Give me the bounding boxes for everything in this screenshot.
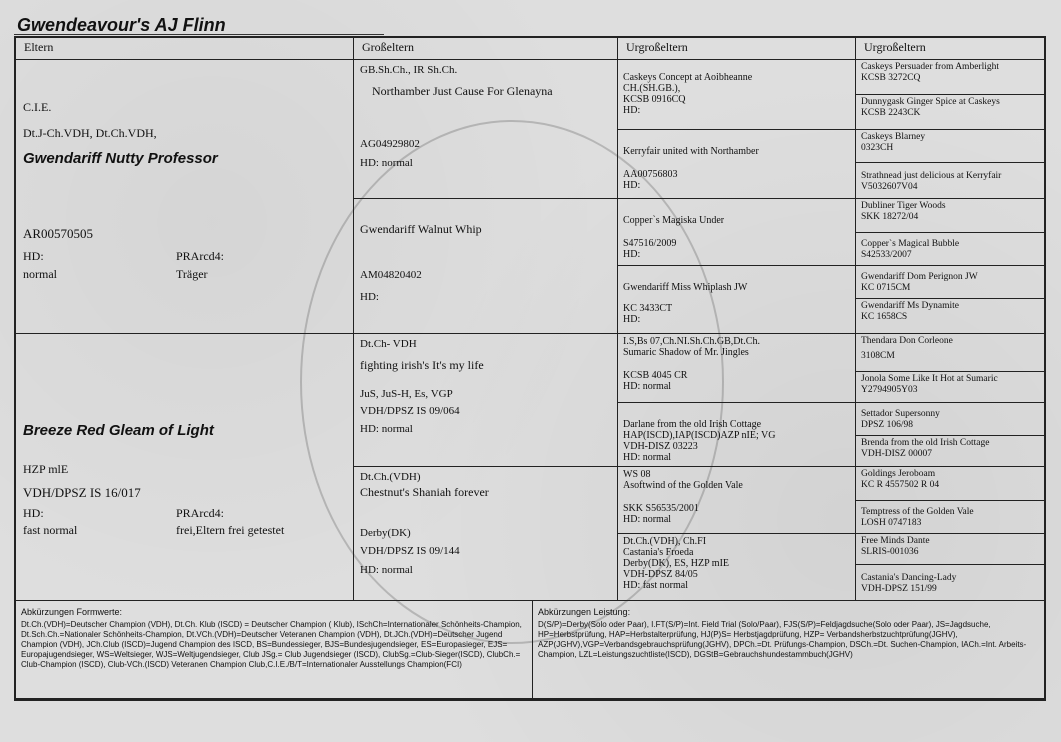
great-grandparent-7-hd: HD: normal xyxy=(623,514,672,525)
sire-registration: AR00570505 xyxy=(23,226,94,241)
great-grandparent-2-name: Kerryfair united with Northamber xyxy=(623,146,759,157)
gg-grandparent-13 xyxy=(856,467,1046,501)
grandparent-3-reg: VDH/DPSZ IS 09/064 xyxy=(360,405,460,417)
gg-grandparent-16-reg: VDH-DPSZ 151/99 xyxy=(861,584,937,594)
great-grandparent-2-hd: HD: xyxy=(623,180,641,191)
great-grandparent-6-reg: VDH-DISZ 03223 xyxy=(623,441,698,452)
gg-grandparent-2 xyxy=(856,95,1046,130)
dog-name-title: Gwendeavour's AJ Flinn xyxy=(17,15,226,35)
header-great-great-grandparents: Urgroßeltern xyxy=(856,38,1046,60)
great-grandparent-8-hd: HD: fast normal xyxy=(623,580,688,591)
grandparent-3-hd: HD: normal xyxy=(360,423,413,435)
title-underline xyxy=(14,34,384,35)
great-grandparent-5-titles: I.S,Bs 07,Ch.NI.Sh.Ch.GB,Dt.Ch. xyxy=(623,336,760,347)
great-grandparent-2 xyxy=(618,130,856,199)
gg-grandparent-2-name: Dunnygask Ginger Spice at Caskeys xyxy=(861,97,1000,107)
gg-grandparent-8 xyxy=(856,299,1046,334)
gg-grandparent-10-name: Jonola Some Like It Hot at Sumaric xyxy=(861,374,998,384)
dam-name: Breeze Red Gleam of Light xyxy=(23,422,214,439)
great-grandparent-4-reg: KC 3433CT xyxy=(623,303,673,314)
great-grandparent-7-reg: SKK S56535/2001 xyxy=(623,503,699,514)
grandparent-3-titles: Dt.Ch- VDH xyxy=(360,338,417,350)
abbreviations-form-values xyxy=(16,601,533,699)
dam-prarcd4-label: PRArcd4: xyxy=(176,506,224,520)
dam-title-1: HZP mlE xyxy=(23,462,69,476)
grandparent-1-hd: HD: normal xyxy=(360,157,413,169)
grandparent-1-reg: AG04929802 xyxy=(360,138,420,150)
great-grandparent-5-name: Sumaric Shadow of Mr. Jingles xyxy=(623,347,749,358)
grandparent-4-reg: VDH/DPSZ IS 09/144 xyxy=(360,545,460,557)
grandparent-4 xyxy=(354,467,618,601)
gg-grandparent-14-reg: LOSH 0747183 xyxy=(861,518,922,528)
gg-grandparent-10 xyxy=(856,372,1046,403)
gg-grandparent-15-reg: SLRIS-001036 xyxy=(861,547,919,557)
gg-grandparent-3-reg: 0323CH xyxy=(861,143,894,153)
great-grandparent-3-hd: HD: xyxy=(623,249,641,260)
grandparent-1 xyxy=(354,60,618,199)
gg-grandparent-12 xyxy=(856,436,1046,467)
grandparent-4-name: Chestnut's Shaniah forever xyxy=(360,485,489,499)
gg-grandparent-9-reg: 3108CM xyxy=(861,351,895,361)
header-great-grandparents: Urgroßeltern xyxy=(618,38,856,60)
grandparent-3-name: fighting irish's It's my life xyxy=(360,358,484,372)
dam-hd-value: fast normal xyxy=(23,523,78,537)
gg-grandparent-10-reg: Y2794905Y03 xyxy=(861,385,918,395)
gg-grandparent-14 xyxy=(856,501,1046,534)
great-grandparent-1 xyxy=(618,60,856,130)
great-grandparent-7 xyxy=(618,467,856,534)
great-grandparent-3-reg: S47516/2009 xyxy=(623,238,677,249)
grandparent-1-titles: GB.Sh.Ch., IR Sh.Ch. xyxy=(360,64,458,76)
great-grandparent-4-hd: HD: xyxy=(623,314,641,325)
abbreviations-form-title: Abkürzungen Formwerte: xyxy=(21,607,123,617)
gg-grandparent-7-reg: KC 0715CM xyxy=(861,283,911,293)
gg-grandparent-16 xyxy=(856,565,1046,601)
gg-grandparent-13-name: Goldings Jeroboam xyxy=(861,469,936,479)
gg-grandparent-6 xyxy=(856,233,1046,266)
gg-grandparent-6-name: Copper`s Magical Bubble xyxy=(861,239,960,249)
great-grandparent-8 xyxy=(618,534,856,601)
sire-cell xyxy=(16,60,354,334)
gg-grandparent-8-reg: KC 1658CS xyxy=(861,312,908,322)
sire-name: Gwendariff Nutty Professor xyxy=(23,150,218,167)
sire-prarcd4-value: Träger xyxy=(176,267,208,281)
gg-grandparent-15 xyxy=(856,534,1046,565)
dam-hd-label: HD: xyxy=(23,506,44,520)
gg-grandparent-12-name: Brenda from the old Irish Cottage xyxy=(861,438,990,448)
gg-grandparent-1-name: Caskeys Persuader from Amberlight xyxy=(861,62,999,72)
abbreviations-performance-title: Abkürzungen Leistung: xyxy=(538,607,631,617)
header-parents: Eltern xyxy=(16,38,354,60)
great-grandparent-3 xyxy=(618,199,856,266)
gg-grandparent-11-name: Settador Supersonny xyxy=(861,409,940,419)
grandparent-3-results: JuS, JuS-H, Es, VGP xyxy=(360,388,453,400)
great-grandparent-6-hd: HD: normal xyxy=(623,452,672,463)
great-grandparent-5-hd: HD: normal xyxy=(623,381,672,392)
great-grandparent-1-hd: HD: xyxy=(623,105,641,116)
sire-hd-label: HD: xyxy=(23,249,44,263)
great-grandparent-8-reg: VDH-DPSZ 84/05 xyxy=(623,569,698,580)
great-grandparent-4-name: Gwendariff Miss Whiplash JW xyxy=(623,282,748,293)
great-grandparent-7-titles: WS 08 xyxy=(623,469,651,480)
grandparent-2-name: Gwendariff Walnut Whip xyxy=(360,222,482,236)
dam-cell xyxy=(16,334,354,601)
gg-grandparent-4 xyxy=(856,163,1046,199)
gg-grandparent-3 xyxy=(856,130,1046,163)
gg-grandparent-14-name: Temptress of the Golden Vale xyxy=(861,507,974,517)
gg-grandparent-2-reg: KCSB 2243CK xyxy=(861,108,921,118)
sire-prarcd4-label: PRArcd4: xyxy=(176,249,224,263)
grandparent-2-hd: HD: xyxy=(360,291,379,303)
gg-grandparent-6-reg: S42533/2007 xyxy=(861,250,912,260)
gg-grandparent-3-name: Caskeys Blarney xyxy=(861,132,926,142)
grandparent-2 xyxy=(354,199,618,334)
gg-grandparent-16-name: Castania's Dancing-Lady xyxy=(861,573,957,583)
gg-grandparent-1 xyxy=(856,60,1046,95)
great-grandparent-8-name: Castania's Froeda xyxy=(623,547,694,558)
gg-grandparent-4-reg: V5032607V04 xyxy=(861,182,918,192)
header-grandparents: Großeltern xyxy=(354,38,618,60)
great-grandparent-6 xyxy=(618,403,856,467)
gg-grandparent-8-name: Gwendariff Ms Dynamite xyxy=(861,301,959,311)
gg-grandparent-1-reg: KCSB 3272CQ xyxy=(861,73,921,83)
gg-grandparent-5-reg: SKK 18272/04 xyxy=(861,212,919,222)
sire-title-2: Dt.J-Ch.VDH, Dt.Ch.VDH, xyxy=(23,126,157,140)
abbreviations-performance xyxy=(533,601,1046,699)
gg-grandparent-5 xyxy=(856,199,1046,233)
gg-grandparent-15-name: Free Minds Dante xyxy=(861,536,930,546)
great-grandparent-1-reg: KCSB 0916CQ xyxy=(623,94,686,105)
great-grandparent-1-titles: CH.(SH.GB.), xyxy=(623,83,681,94)
dam-prarcd4-value: frei,Eltern frei getestet xyxy=(176,523,285,537)
gg-grandparent-9 xyxy=(856,334,1046,372)
gg-grandparent-7-name: Gwendariff Dom Perignon JW xyxy=(861,272,978,282)
great-grandparent-8-results: Derby(DK), ES, HZP mIE xyxy=(623,558,730,569)
great-grandparent-6-name: Darlane from the old Irish Cottage xyxy=(623,419,762,430)
gg-grandparent-12-reg: VDH-DISZ 00007 xyxy=(861,449,932,459)
gg-grandparent-9-name: Thendara Don Corleone xyxy=(861,336,953,346)
grandparent-4-results: Derby(DK) xyxy=(360,527,411,539)
great-grandparent-8-titles: Dt.Ch.(VDH), Ch.FI xyxy=(623,536,707,547)
grandparent-1-name: Northamber Just Cause For Glenayna xyxy=(372,84,553,98)
great-grandparent-3-name: Copper`s Magiska Under xyxy=(623,215,725,226)
sire-hd-value: normal xyxy=(23,267,57,281)
great-grandparent-2-reg: AA00756803 xyxy=(623,169,678,180)
gg-grandparent-7 xyxy=(856,266,1046,299)
great-grandparent-1-name: Caskeys Concept at Aoibheanne xyxy=(623,72,753,83)
pedigree-table xyxy=(14,36,1046,701)
gg-grandparent-11 xyxy=(856,403,1046,436)
great-grandparent-4 xyxy=(618,266,856,334)
abbreviations-performance-text: D(S/P)=Derby(Solo oder Paar), I.FT(S/P)=Int. Field Trial (Solo/Paar), FJS(S/P)=Feldjagdsuche(Solo oder Paar), JS=Jagdsuche, HP=Herbstprüfung, HAP=Herbstalterprüfung, HJ(P)S= Herbstjagdprüfung, HZP= Verbandsherbstzuchtprüfung(JGHV), AZP(JGHV),VGP=Verbandsgebrauchsprüfung(JGHV), DPCh.=Dt. Prüfungs-Champion, DSCh.=Dt. Suchen-Champion, IACh.=Int. Arbeits-Champion, LZL=Leistungszuchtliste(ISCD), DGStB=Gebrauchshundestammbuch(JGHV) xyxy=(538,620,1027,659)
sire-title-1: C.I.E. xyxy=(23,100,52,114)
great-grandparent-6-results: HAP(ISCD),IAP(ISCD)AZP nIE; VG xyxy=(623,430,776,441)
abbreviations-form-text: Dt.Ch.(VDH)=Deutscher Champion (VDH), Dt.Ch. Klub (ISCD) = Deutscher Champion ( Klub), ISchCh=Internationaler Schönheits-Champion, Dt.Sch.Ch.=Nationaler Schönheits-Champion, Dt.VCh.(VDH)=Deutscher Veteranen Champion (VDH), Dt.JCh.(VDH)=Deutscher Jugend Champion (VDH), JCh.Club (ISCD)=Jugend Champion des ISCD, BS=Bundessieger, BJS=Bundesjugendsieger, ES=Europasieger, EJS= Europajugendsieger, WS=Weltsieger, WJS=Weltjugendsieger, Club JSg.= Club Jugendsieger (ISCD), ClubSg.=Club-Sieger(ISCD), ClubCh.= Club-Champion (ISCD), Club-VCh.(ISCD) Veteranen Champion Club,C.I.E./B/T=Internationaler Ausstellungs Champion(FCI) xyxy=(21,620,522,669)
dam-registration: VDH/DPSZ IS 16/017 xyxy=(23,485,141,500)
gg-grandparent-4-name: Strathnead just delicious at Kerryfair xyxy=(861,171,1002,181)
grandparent-4-titles: Dt.Ch.(VDH) xyxy=(360,471,421,483)
great-grandparent-5 xyxy=(618,334,856,403)
great-grandparent-7-name: Asoftwind of the Golden Vale xyxy=(623,480,743,491)
gg-grandparent-11-reg: DPSZ 106/98 xyxy=(861,420,913,430)
gg-grandparent-5-name: Dubliner Tiger Woods xyxy=(861,201,946,211)
grandparent-3 xyxy=(354,334,618,467)
grandparent-2-reg: AM04820402 xyxy=(360,269,422,281)
great-grandparent-5-reg: KCSB 4045 CR xyxy=(623,370,688,381)
gg-grandparent-13-reg: KC R 4557502 R 04 xyxy=(861,480,940,490)
grandparent-4-hd: HD: normal xyxy=(360,564,413,576)
